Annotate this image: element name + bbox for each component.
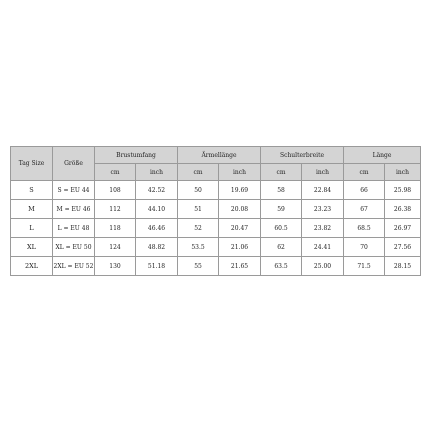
value-cell: 62 xyxy=(261,238,302,257)
value-cell: 22.84 xyxy=(302,181,344,200)
unit-header: cm xyxy=(95,164,136,181)
value-cell: 26.38 xyxy=(385,200,421,219)
value-cell: 50 xyxy=(178,181,219,200)
value-cell: 112 xyxy=(95,200,136,219)
value-cell: 26.97 xyxy=(385,219,421,238)
value-cell: 44.10 xyxy=(136,200,178,219)
table-row xyxy=(11,219,421,238)
table-row xyxy=(11,181,421,200)
value-cell: 70 xyxy=(344,238,385,257)
value-cell: 55 xyxy=(178,257,219,276)
value-cell: 66 xyxy=(344,181,385,200)
value-cell: 27.56 xyxy=(385,238,421,257)
value-cell: 25.00 xyxy=(302,257,344,276)
groesse-cell: M = EU 46 xyxy=(53,200,95,219)
laenge-header: Länge xyxy=(344,147,421,164)
value-cell: 19.69 xyxy=(219,181,261,200)
value-cell: 28.15 xyxy=(385,257,421,276)
value-cell: 24.41 xyxy=(302,238,344,257)
table-row xyxy=(11,238,421,257)
table-row xyxy=(11,200,421,219)
tag-size-cell: M xyxy=(11,200,53,219)
value-cell: 42.52 xyxy=(136,181,178,200)
unit-header: inch xyxy=(136,164,178,181)
unit-header: cm xyxy=(344,164,385,181)
groesse-cell: L = EU 48 xyxy=(53,219,95,238)
value-cell: 21.06 xyxy=(219,238,261,257)
value-cell: 124 xyxy=(95,238,136,257)
tag-size-header: Tag Size xyxy=(11,147,53,181)
value-cell: 68.5 xyxy=(344,219,385,238)
value-cell: 48.82 xyxy=(136,238,178,257)
unit-header: cm xyxy=(178,164,219,181)
groesse-cell: S = EU 44 xyxy=(53,181,95,200)
tag-size-cell: L xyxy=(11,219,53,238)
tag-size-cell: XL xyxy=(11,238,53,257)
aermellaenge-header: Ärmellänge xyxy=(178,147,261,164)
groesse-cell: XL = EU 50 xyxy=(53,238,95,257)
unit-header: inch xyxy=(302,164,344,181)
value-cell: 20.08 xyxy=(219,200,261,219)
value-cell: 52 xyxy=(178,219,219,238)
table-row xyxy=(11,257,421,276)
value-cell: 53.5 xyxy=(178,238,219,257)
value-cell: 46.46 xyxy=(136,219,178,238)
value-cell: 21.65 xyxy=(219,257,261,276)
value-cell: 23.23 xyxy=(302,200,344,219)
size-chart-table xyxy=(10,146,421,276)
unit-header: cm xyxy=(261,164,302,181)
value-cell: 58 xyxy=(261,181,302,200)
unit-header: inch xyxy=(385,164,421,181)
tag-size-cell: S xyxy=(11,181,53,200)
value-cell: 59 xyxy=(261,200,302,219)
value-cell: 60.5 xyxy=(261,219,302,238)
unit-header: inch xyxy=(219,164,261,181)
value-cell: 25.98 xyxy=(385,181,421,200)
value-cell: 51 xyxy=(178,200,219,219)
groesse-header: Größe xyxy=(53,147,95,181)
value-cell: 118 xyxy=(95,219,136,238)
value-cell: 130 xyxy=(95,257,136,276)
schulterbreite-header: Schulterbreite xyxy=(261,147,344,164)
value-cell: 108 xyxy=(95,181,136,200)
value-cell: 20.47 xyxy=(219,219,261,238)
tag-size-cell: 2XL xyxy=(11,257,53,276)
groesse-cell: 2XL = EU 52 xyxy=(53,257,95,276)
value-cell: 71.5 xyxy=(344,257,385,276)
value-cell: 67 xyxy=(344,200,385,219)
value-cell: 63.5 xyxy=(261,257,302,276)
brustumfang-header: Brustumfang xyxy=(95,147,178,164)
value-cell: 51.18 xyxy=(136,257,178,276)
value-cell: 23.82 xyxy=(302,219,344,238)
